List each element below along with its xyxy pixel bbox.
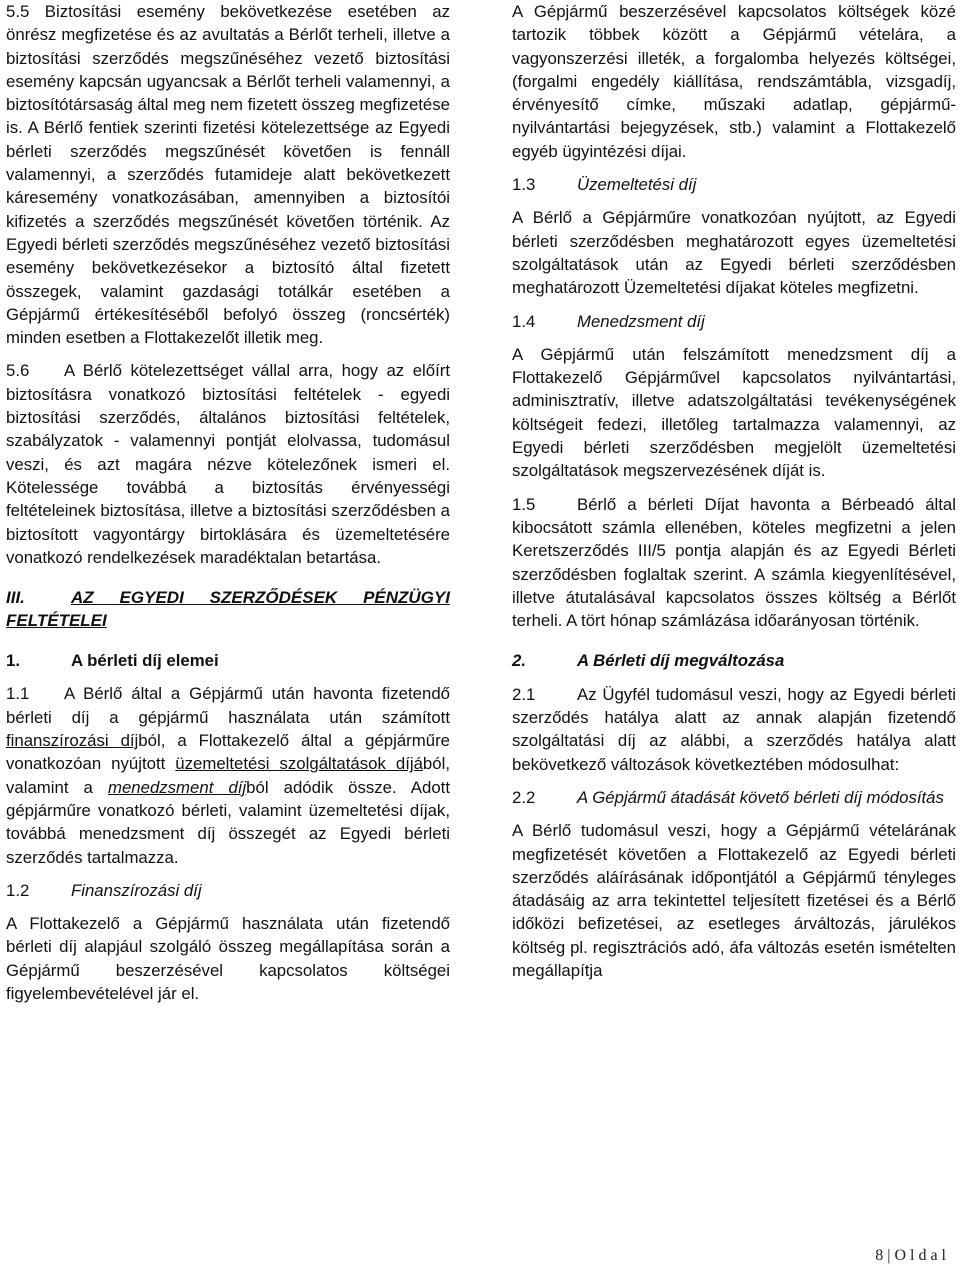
section-text: A Bérlő által a Gépjármű után havonta fizetendő bérleti díj a gépjármű használata után számított: [6, 684, 450, 727]
heading-number: 1.3: [512, 175, 536, 195]
footer-separator: |: [887, 1247, 891, 1264]
heading-title: A Gépjármű átadását követő bérleti díj módosítás: [577, 787, 944, 807]
section-2-2-text: A Bérlő tudomásul veszi, hogy a Gépjármű vételárának megfizetését követően a Flottakezelő az Egyedi bérleti szerződés aláírásának időpontjától a Gépjármű tényleges átadásáig az arra tekintettel teljesített fizetései és a Bérlő időközi befizetései, az esetleges árváltozás, járulékos költség pl. regisztrációs adó, áfa változás esetén ismételten megállapítja: [512, 821, 956, 980]
section-text: Az Ügyfél tudomásul veszi, hogy az Egyedi bérleti szerződés hatálya alatt az annak alapján fizetendő szolgáltatási díj az alábbi, a szerződés hatálya alatt bekövetkező változások következtében módosulhat:: [512, 684, 956, 774]
heading-number: 2.2: [512, 787, 536, 807]
heading-title: Üzemeltetési díj: [577, 175, 697, 195]
heading-number: 1.4: [512, 311, 536, 331]
term-finanszirozasi-dij: finanszírozási díj: [6, 731, 139, 751]
heading-number: 1.: [6, 651, 20, 671]
section-5-6: [6, 359, 450, 569]
term-menedzsment-dij: menedzsment díj: [107, 777, 247, 797]
heading-title: A Bérleti díj megváltozása: [577, 651, 785, 671]
chapter-heading-iii: [6, 586, 450, 632]
heading-2-2: [512, 786, 956, 809]
section-text: ból, a Flottakezelő által a gépjárműre vonatkozóan nyújtott: [6, 731, 450, 774]
section-1-2-text: A Flottakezelő a Gépjármű használata után fizetendő bérleti díj alapjául szolgáló összeg megállapítása során a Gépjármű beszerzésével kapcsolatos költségei figyelembevételével jár el.: [6, 914, 450, 1003]
section-2-1: [512, 683, 956, 776]
heading-number: 2.: [512, 651, 526, 671]
heading-1: [6, 649, 450, 672]
heading-title: Menedzsment díj: [577, 311, 705, 331]
heading-1-3: [512, 173, 956, 196]
section-text: ból adódik össze. Adott gépjárműre vonatkozó bérleti, valamint üzemeltetési díjak, továbbá menedzsment díj összegét az Egyedi bérleti szerződés tartalmazza.: [6, 777, 450, 867]
section-1-5: [512, 493, 956, 633]
heading-2: [512, 649, 956, 672]
left-column: [6, 0, 450, 1005]
section-1-3-text: A Bérlő a Gépjárműre vonatkozóan nyújtott, az Egyedi bérleti szerződésben meghatározott egyes üzemeltetési szolgáltatások után az Egyedi bérleti szerződésben meghatározott Üzemeltetési díjakat köteles megfizetni.: [512, 208, 956, 298]
section-1-1: [6, 682, 450, 868]
section-text: A Bérlő kötelezettséget vállal arra, hogy az előírt biztosításra vonatkozó biztosítási feltételek - egyedi biztosítási szerződés, általános biztosítási feltételek, szabályzatok - valamennyi pontját elolvassa, tudomásul veszi, és azt magára nézve kötelezőnek ismeri el. Kötelessége továbbá a biztosítás érvényességi feltételeinek biztosítása, illetve a biztosítási szerződésben a biztosított vagyontárgy birtoklására és üzemeltetésére vonatkozó rendelkezések maradéktalan betartása.: [6, 361, 450, 567]
section-1-2-continued: A Gépjármű beszerzésével kapcsolatos költségek közé tartozik többek között a Gépjármű vételára, a vagyonszerzési illeték, a forgalomba helyezés költségei, (forgalmi engedély kiállítása, rendszámtábla, vizsgadíj, érvényesítő címke, műszaki adatlap, gépjármű-nyilvántartási bejegyzések, stb.) valamint a Flottakezelő egyéb ügyintézési díjai.: [512, 2, 956, 161]
section-number: 1.1: [6, 684, 30, 704]
section-number: 1.5: [512, 494, 536, 514]
heading-number: 1.2: [6, 880, 30, 900]
section-number: 2.1: [512, 684, 536, 704]
chapter-number: III.: [6, 588, 25, 608]
page-label: O l d a l: [894, 1247, 946, 1264]
right-column: [512, 0, 956, 982]
heading-title: Finanszírozási díj: [71, 880, 202, 900]
section-1-4-text: A Gépjármű után felszámított menedzsment díj a Flottakezelő Gépjárművel kapcsolatos nyilvántartási, adminisztratív, illetve adatszolgáltatási tevékenységének költségeit fedezi, illetőleg tartalmazza valamennyi, az Egyedi bérleti szerződésben megjelölt üzemeltetési szolgáltatások megszervezésének díját is.: [512, 344, 956, 481]
heading-title: A bérleti díj elemei: [71, 651, 219, 671]
section-5-5: 5.5 Biztosítási esemény bekövetkezése esetében az önrész megfizetése és az avultatás a Bérlőt terheli, illetve a biztosítási szerződés megszűnéséhez vezető biztosítási esemény kapcsán ugyancsak a Bérlőt terheli valamennyi, a biztosítótársaság által meg nem fizetett összeg megfizetése is. A Bérlő fentiek szerinti fizetési kötelezettsége az Egyedi bérleti szerződés megszűnését követően is fennáll valamennyi, a szerződés futamideje alatt bekövetkezett káresemény vonatkozásában, amennyiben a biztosítói kifizetés a szerződés megszűnését követően történik. Az Egyedi bérleti szerződés megszűnéséhez vezető biztosítási esemény bekövetkezésekor a biztosító által fizetett összegek, valamint gazdasági totálkár esetében a Gépjármű értékesítéséből befolyó összeg (roncsérték) minden esetben a Flottakezelőt illetik meg.: [6, 2, 450, 348]
heading-1-4: [512, 310, 956, 333]
chapter-title: AZ EGYEDI SZERZŐDÉSEK PÉNZÜGYI FELTÉTELEI: [6, 588, 450, 631]
page-number: 8: [875, 1247, 884, 1264]
section-number: 5.6: [6, 361, 30, 381]
term-uzemeltetesi-dij: üzemeltetési szolgáltatások díjá: [175, 754, 423, 774]
section-text: ból, valamint a: [6, 754, 450, 797]
page-footer: [875, 1247, 946, 1265]
section-text: Bérlő a bérleti Díjat havonta a Bérbeadó által kibocsátott számla ellenében, köteles megfizetni a jelen Keretszerződés III/5 pontja alapján és az Egyedi Bérleti szerződésben foglaltak szerint. A számla kiegyenlítésével, illetve átutalásával kapcsolatos összes költség a Bérlőt terheli. A tört hónap számlázása időarányosan történik.: [512, 494, 956, 631]
heading-1-2: [6, 879, 450, 902]
